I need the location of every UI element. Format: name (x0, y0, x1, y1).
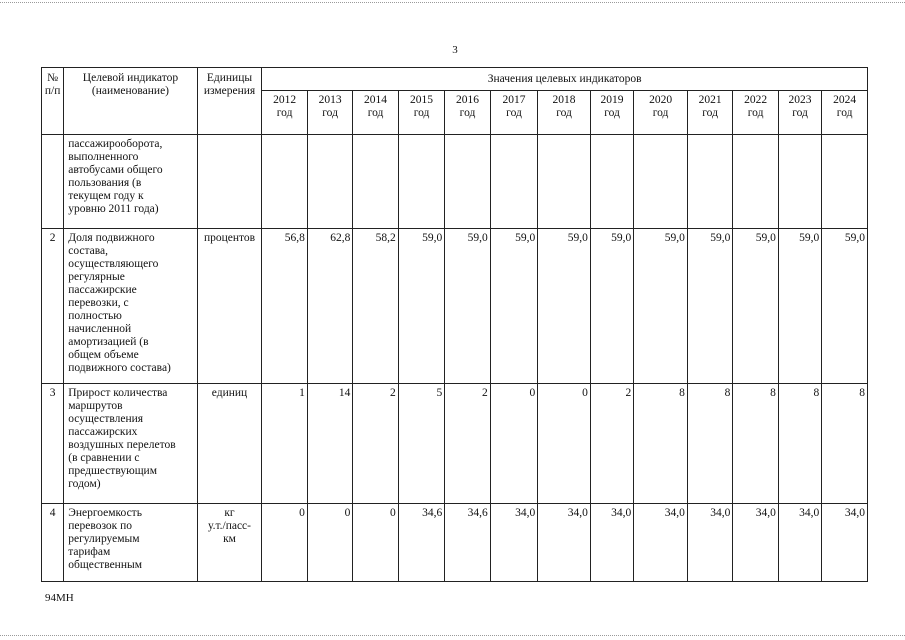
header-year-suffix: год (792, 107, 808, 119)
indicator-value: 5 (398, 384, 444, 504)
indicator-value: 34,0 (490, 504, 538, 582)
row-number: 2 (42, 229, 64, 384)
header-year-suffix: год (276, 107, 293, 119)
indicator-value (353, 135, 398, 229)
indicator-value (634, 135, 688, 229)
header-year (262, 91, 307, 135)
indicator-value (262, 135, 307, 229)
header-year (538, 91, 591, 135)
header-year (590, 91, 633, 135)
header-year-value: 2013 (318, 94, 342, 106)
indicator-value (398, 135, 444, 229)
indicator-value: 34,0 (687, 504, 732, 582)
header-year-value: 2019 (600, 94, 624, 106)
scan-edge-top (0, 2, 905, 4)
table-row (42, 135, 868, 229)
indicator-units: единиц (197, 384, 262, 504)
page-number: 3 (452, 44, 458, 56)
header-year-value: 2016 (456, 94, 480, 106)
indicator-value: 34,0 (590, 504, 633, 582)
indicator-value (822, 135, 868, 229)
header-year-value: 2023 (788, 94, 812, 106)
row-number: 3 (42, 384, 64, 504)
indicator-value (538, 135, 591, 229)
header-year-value: 2022 (744, 94, 768, 106)
indicator-value: 59,0 (822, 229, 868, 384)
indicator-value (307, 135, 352, 229)
header-year-suffix: год (322, 107, 338, 119)
indicator-value: 0 (538, 384, 591, 504)
header-year (822, 91, 868, 135)
indicator-value: 8 (634, 384, 688, 504)
table-row (42, 384, 868, 504)
indicator-value: 2 (590, 384, 633, 504)
indicator-value: 2 (353, 384, 398, 504)
scan-edge-bottom (0, 635, 905, 637)
header-year-value: 2014 (364, 94, 388, 106)
indicator-value: 8 (687, 384, 732, 504)
header-year-suffix: год (652, 107, 669, 119)
indicator-value: 8 (822, 384, 868, 504)
header-target-values: Значения целевых индикаторов (262, 68, 868, 91)
indicator-value: 59,0 (490, 229, 538, 384)
indicator-value: 1 (262, 384, 307, 504)
indicator-value: 2 (445, 384, 490, 504)
header-year-suffix: год (506, 107, 522, 119)
indicator-value: 0 (353, 504, 398, 582)
header-year-value: 2020 (649, 94, 673, 106)
indicator-value: 59,0 (634, 229, 688, 384)
indicator-value: 34,0 (778, 504, 821, 582)
table-body (42, 135, 868, 582)
indicator-value: 62,8 (307, 229, 352, 384)
header-indicator-name: Целевой индикатор (наименование) (64, 68, 197, 135)
indicators-table (41, 67, 868, 582)
header-year (687, 91, 732, 135)
header-year-suffix: год (747, 107, 764, 119)
row-number: 4 (42, 504, 64, 582)
indicator-value: 34,6 (398, 504, 444, 582)
indicator-value: 58,2 (353, 229, 398, 384)
indicator-value: 8 (733, 384, 778, 504)
indicator-value: 59,0 (778, 229, 821, 384)
header-year-suffix: год (413, 107, 430, 119)
indicator-value: 34,0 (733, 504, 778, 582)
header-year-value: 2012 (273, 94, 297, 106)
header-year (634, 91, 688, 135)
indicator-units: кг у.т./пасс- км (197, 504, 262, 582)
indicator-name: пассажирооборота, выполненного автобусами общего пользования (в текущем году к уровню 2011 года) (64, 135, 197, 229)
indicator-units (197, 135, 262, 229)
indicator-value: 34,0 (822, 504, 868, 582)
indicator-value: 59,0 (445, 229, 490, 384)
indicator-value: 59,0 (733, 229, 778, 384)
header-year-suffix: год (459, 107, 476, 119)
row-number (42, 135, 64, 229)
header-year-value: 2017 (502, 94, 526, 106)
header-year (307, 91, 352, 135)
indicator-name: Доля подвижного состава, осуществляющего регулярные пассажирские перевозки, с полностью начисленной амортизацией (в общем объеме подвижного состава) (64, 229, 197, 384)
table-row (42, 504, 868, 582)
indicator-value: 0 (490, 384, 538, 504)
table-row (42, 229, 868, 384)
header-year (733, 91, 778, 135)
header-year (778, 91, 821, 135)
header-year-suffix: год (604, 107, 620, 119)
indicator-value: 0 (307, 504, 352, 582)
header-year (398, 91, 444, 135)
indicator-name: Прирост количества маршрутов осуществления пассажирских воздушных перелетов (в сравнении с предшествующим годом) (64, 384, 197, 504)
header-year (490, 91, 538, 135)
header-year (445, 91, 490, 135)
indicator-value: 8 (778, 384, 821, 504)
indicator-value (490, 135, 538, 229)
indicator-value: 34,0 (538, 504, 591, 582)
header-year-value: 2021 (698, 94, 722, 106)
header-number: № п/п (42, 68, 64, 135)
indicator-value (687, 135, 732, 229)
header-year-suffix: год (367, 107, 384, 119)
indicator-value: 59,0 (590, 229, 633, 384)
header-units: Единицы измерения (197, 68, 262, 135)
document-code: 94МН (45, 592, 74, 604)
header-year-suffix: год (556, 107, 572, 119)
indicator-value: 34,6 (445, 504, 490, 582)
indicator-name: Энергоемкость перевозок по регулируемым тарифам общественным (64, 504, 197, 582)
indicator-value (445, 135, 490, 229)
indicator-value: 34,0 (634, 504, 688, 582)
header-year (353, 91, 398, 135)
header-year-suffix: год (836, 107, 853, 119)
header-year-value: 2018 (552, 94, 576, 106)
indicator-value: 0 (262, 504, 307, 582)
indicator-value: 14 (307, 384, 352, 504)
indicator-units: процентов (197, 229, 262, 384)
indicator-value: 59,0 (687, 229, 732, 384)
indicator-value: 59,0 (538, 229, 591, 384)
header-year-value: 2015 (410, 94, 434, 106)
header-year-suffix: год (702, 107, 718, 119)
indicator-value: 59,0 (398, 229, 444, 384)
indicator-value (733, 135, 778, 229)
indicator-value (590, 135, 633, 229)
table-header (42, 68, 868, 135)
header-year-value: 2024 (833, 94, 857, 106)
indicator-value (778, 135, 821, 229)
indicator-value: 56,8 (262, 229, 307, 384)
